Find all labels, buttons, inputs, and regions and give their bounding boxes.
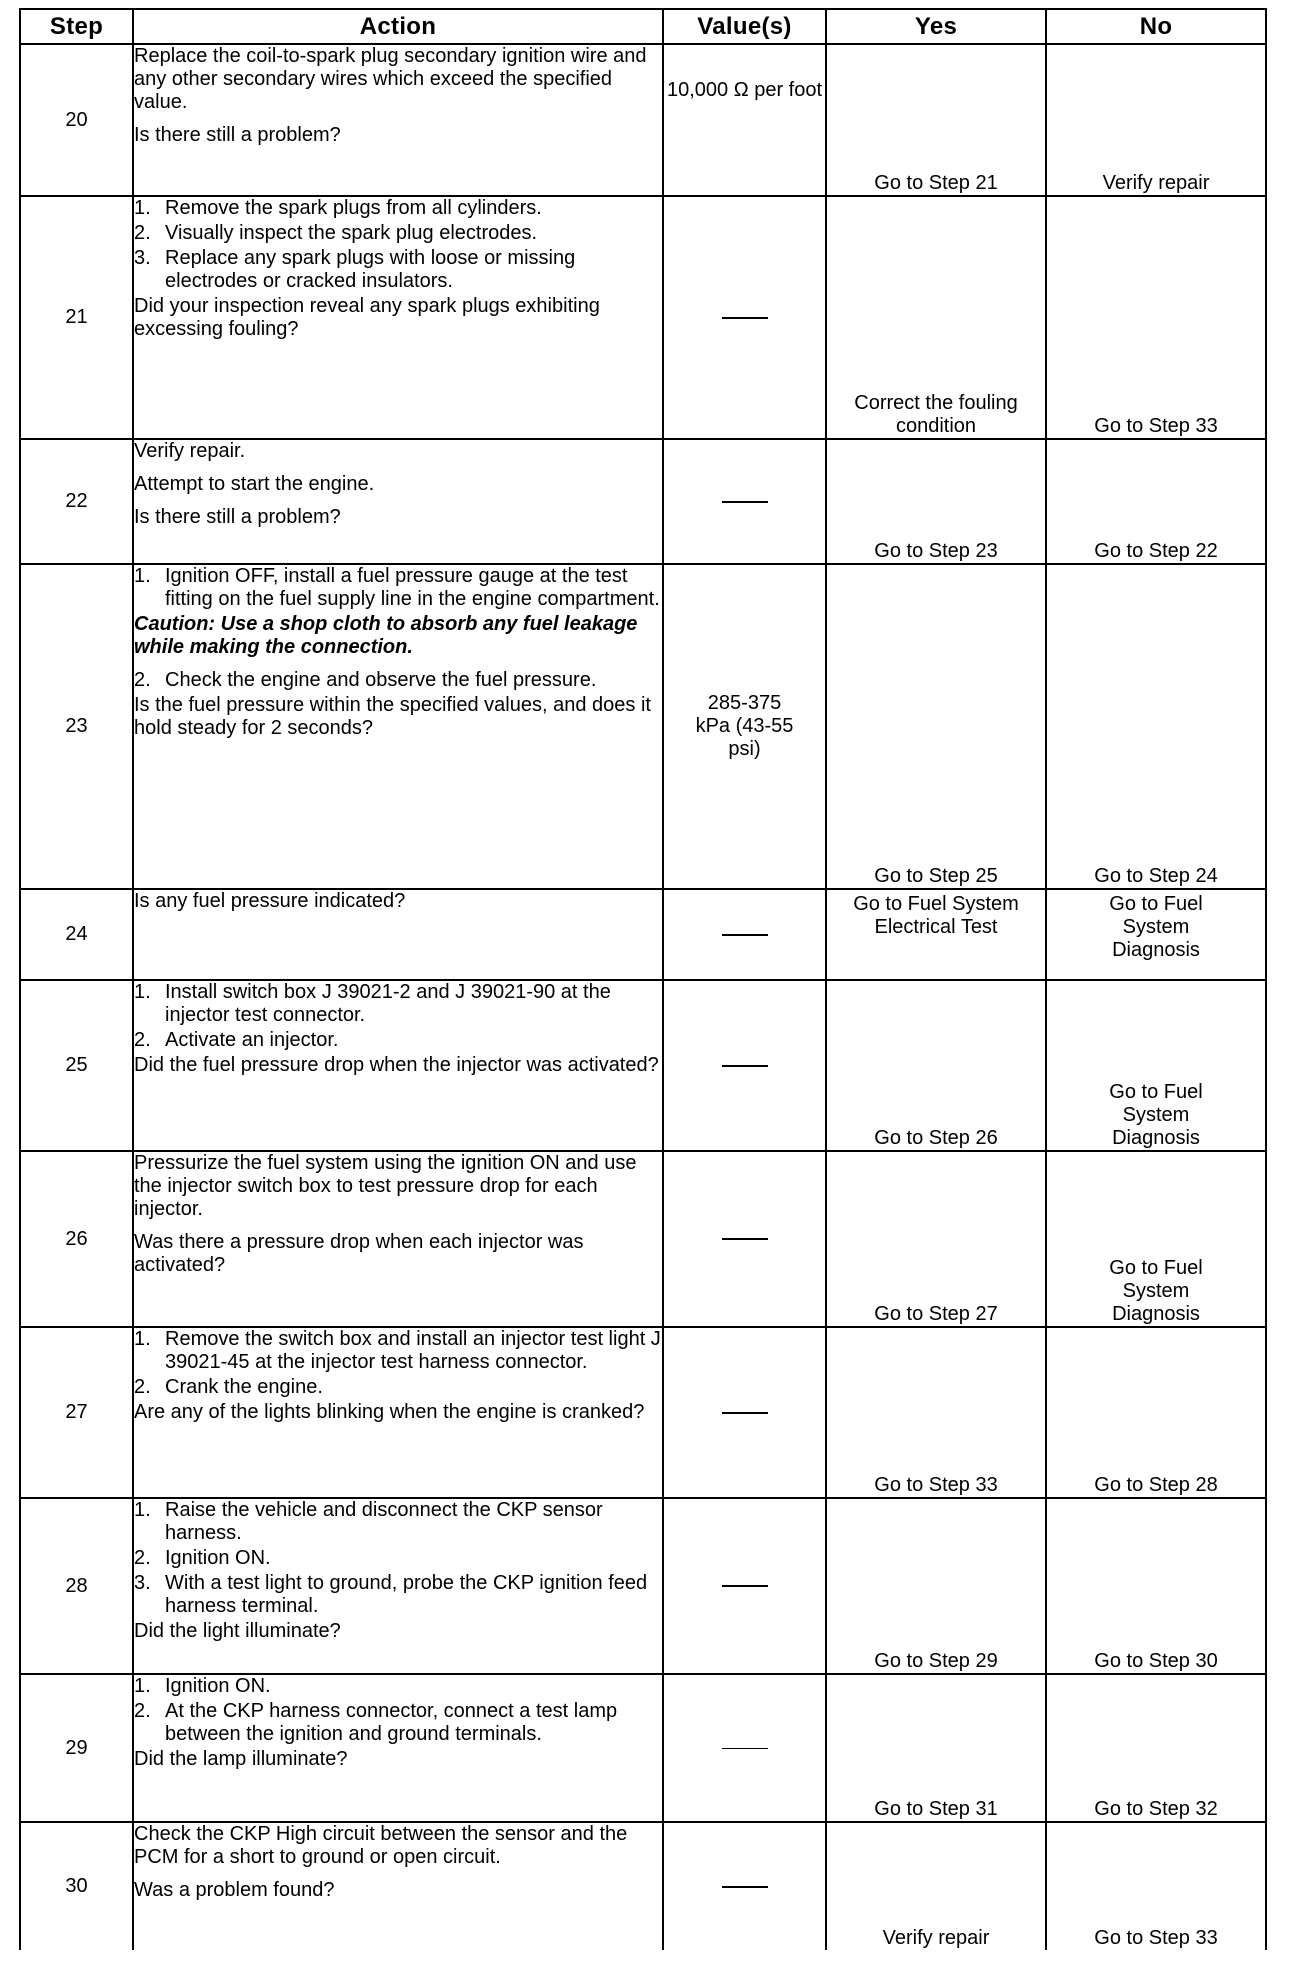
header-step: Step	[20, 9, 133, 44]
action-question: Was a problem found?	[134, 1879, 335, 1901]
action-text: Check the CKP High circuit between the sensor and the PCM for a short to ground or open circuit.	[134, 1823, 628, 1868]
action-question: Did the light illuminate?	[134, 1620, 341, 1642]
value-cell	[663, 1498, 826, 1674]
list-item: 2. Ignition ON.	[134, 1547, 271, 1569]
value-cell	[663, 980, 826, 1151]
action-cell	[133, 1674, 663, 1822]
not-applicable-dash	[722, 1886, 768, 1888]
not-applicable-dash	[722, 934, 768, 936]
action-cell	[133, 564, 663, 889]
value-cell	[663, 1674, 826, 1822]
header-action: Action	[133, 9, 663, 44]
step-number: 27	[20, 1327, 133, 1498]
caution-note: Caution: Use a shop cloth to absorb any fuel leakage while making the connection.	[134, 613, 638, 658]
not-applicable-dash	[722, 1585, 768, 1587]
list-item: 1. Raise the vehicle and disconnect the CKP sensor harness.	[134, 1499, 603, 1544]
value-cell: 285-375 kPa (43-55 psi)	[663, 564, 826, 889]
yes-cell: Go to Step 26	[826, 980, 1046, 1151]
list-item: 2. Check the engine and observe the fuel pressure.	[134, 669, 597, 691]
list-item: 2. At the CKP harness connector, connect a test lamp between the ignition and ground terminals.	[134, 1700, 618, 1745]
no-cell: Go to Step 32	[1046, 1674, 1266, 1822]
step-number: 28	[20, 1498, 133, 1674]
list-item: 2. Crank the engine.	[134, 1376, 323, 1398]
action-question: Was there a pressure drop when each injector was activated?	[134, 1231, 584, 1276]
value-cell: 10,000 Ω per foot	[663, 44, 826, 196]
action-cell	[133, 1327, 663, 1498]
action-text: Attempt to start the engine.	[134, 473, 375, 495]
step-number: 26	[20, 1151, 133, 1327]
action-cell	[133, 1151, 663, 1327]
yes-cell: Go to Step 21	[826, 44, 1046, 196]
list-item: 1. Ignition OFF, install a fuel pressure gauge at the test fitting on the fuel supply line in the engine compartment.	[134, 565, 660, 610]
table-row	[20, 439, 1266, 564]
yes-cell: Go to Step 27	[826, 1151, 1046, 1327]
not-applicable-dash	[722, 501, 768, 503]
action-text: Replace the coil-to-spark plug secondary ignition wire and any other secondary wires which exceed the specified value.	[134, 45, 647, 113]
action-question: Is there still a problem?	[134, 124, 341, 146]
action-cell	[133, 1498, 663, 1674]
diagnostic-table	[19, 8, 1267, 1950]
list-item: 2. Visually inspect the spark plug electrodes.	[134, 222, 538, 244]
yes-cell: Verify repair	[826, 1822, 1046, 1950]
action-question: Did the lamp illuminate?	[134, 1748, 348, 1770]
value-cell	[663, 1151, 826, 1327]
header-row	[20, 9, 1266, 44]
no-cell: Go to Fuel System Diagnosis	[1046, 889, 1266, 980]
step-number: 24	[20, 889, 133, 980]
action-text: Verify repair.	[134, 440, 246, 462]
table-row	[20, 44, 1266, 196]
action-cell	[133, 439, 663, 564]
action-question: Did the fuel pressure drop when the injector was activated?	[134, 1054, 659, 1076]
yes-cell: Go to Step 23	[826, 439, 1046, 564]
list-item: 1. Remove the spark plugs from all cylinders.	[134, 197, 542, 219]
value-cell	[663, 439, 826, 564]
action-cell	[133, 980, 663, 1151]
no-cell: Go to Fuel System Diagnosis	[1046, 980, 1266, 1151]
action-cell	[133, 196, 663, 439]
action-text: Pressurize the fuel system using the ignition ON and use the injector switch box to test pressure drop for each injector.	[134, 1152, 637, 1220]
list-item: 1. Remove the switch box and install an injector test light J 39021-45 at the injector test harness connector.	[134, 1328, 661, 1373]
table-row	[20, 1151, 1266, 1327]
table-row	[20, 889, 1266, 980]
list-item: 2. Activate an injector.	[134, 1029, 339, 1051]
no-cell: Verify repair	[1046, 44, 1266, 196]
not-applicable-dash	[722, 1748, 768, 1749]
action-question: Is there still a problem?	[134, 506, 341, 528]
table-row	[20, 1498, 1266, 1674]
yes-cell: Correct the fouling condition	[826, 196, 1046, 439]
step-number: 20	[20, 44, 133, 196]
no-cell: Go to Step 33	[1046, 196, 1266, 439]
yes-cell: Go to Step 29	[826, 1498, 1046, 1674]
no-cell: Go to Step 24	[1046, 564, 1266, 889]
action-cell	[133, 1822, 663, 1950]
no-cell: Go to Fuel System Diagnosis	[1046, 1151, 1266, 1327]
no-cell: Go to Step 22	[1046, 439, 1266, 564]
list-item: 1. Install switch box J 39021-2 and J 39021-90 at the injector test connector.	[134, 981, 611, 1026]
no-cell: Go to Step 33	[1046, 1822, 1266, 1950]
not-applicable-dash	[722, 1065, 768, 1067]
table-row	[20, 1822, 1266, 1950]
value-cell	[663, 196, 826, 439]
table-row	[20, 196, 1266, 439]
list-item: 1. Ignition ON.	[134, 1675, 271, 1697]
yes-cell: Go to Step 25	[826, 564, 1046, 889]
table-row	[20, 1674, 1266, 1822]
list-item: 3. Replace any spark plugs with loose or missing electrodes or cracked insulators.	[134, 247, 576, 292]
action-cell	[133, 44, 663, 196]
action-question: Did your inspection reveal any spark plugs exhibiting excessing fouling?	[134, 295, 600, 340]
list-item: 3. With a test light to ground, probe the CKP ignition feed harness terminal.	[134, 1572, 648, 1617]
step-number: 25	[20, 980, 133, 1151]
step-number: 29	[20, 1674, 133, 1822]
step-number: 30	[20, 1822, 133, 1950]
yes-cell: Go to Step 31	[826, 1674, 1046, 1822]
action-cell	[133, 889, 663, 980]
no-cell: Go to Step 30	[1046, 1498, 1266, 1674]
action-question: Is any fuel pressure indicated?	[134, 890, 406, 912]
value-cell	[663, 889, 826, 980]
step-number: 21	[20, 196, 133, 439]
action-question: Are any of the lights blinking when the engine is cranked?	[134, 1401, 645, 1423]
yes-cell: Go to Step 33	[826, 1327, 1046, 1498]
value-cell	[663, 1327, 826, 1498]
header-values: Value(s)	[663, 9, 826, 44]
header-yes: Yes	[826, 9, 1046, 44]
header-no: No	[1046, 9, 1266, 44]
step-number: 23	[20, 564, 133, 889]
not-applicable-dash	[722, 317, 768, 319]
no-cell: Go to Step 28	[1046, 1327, 1266, 1498]
table-row	[20, 980, 1266, 1151]
yes-cell: Go to Fuel System Electrical Test	[826, 889, 1046, 980]
value-cell	[663, 1822, 826, 1950]
table-row	[20, 1327, 1266, 1498]
step-number: 22	[20, 439, 133, 564]
action-question: Is the fuel pressure within the specified values, and does it hold steady for 2 seconds?	[134, 694, 651, 739]
not-applicable-dash	[722, 1412, 768, 1414]
not-applicable-dash	[722, 1238, 768, 1240]
table-row	[20, 564, 1266, 889]
